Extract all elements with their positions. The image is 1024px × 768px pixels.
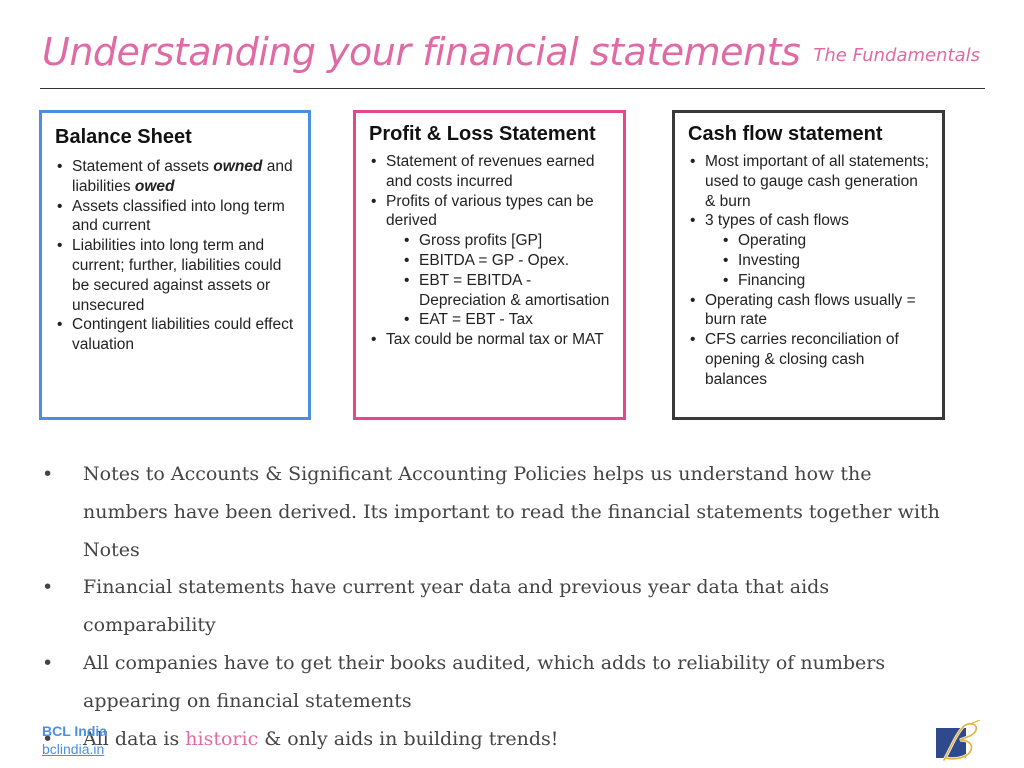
profit-loss-card — [353, 110, 626, 420]
cash-flow-types-sublist — [705, 231, 930, 290]
list-item: • Operating cash flows usually = burn rate — [705, 291, 930, 331]
footer-website-link[interactable]: bclindia.in — [42, 741, 105, 757]
page-subtitle: The Fundamentals — [813, 45, 980, 66]
page-title: Understanding your financial statements — [42, 30, 801, 74]
cash-flow-card — [672, 110, 945, 420]
list-item: • 3 types of cash flows • Operating • Investing • Financing — [705, 211, 930, 290]
note-item: • All companies have to get their books audited, which adds to reliability of numbers appearing on financial statements — [42, 645, 952, 721]
list-item: • Most important of all statements; used to gauge cash generation & burn — [705, 152, 930, 211]
header-divider — [40, 88, 985, 89]
sub-list-item: • EAT = EBT - Tax — [419, 310, 611, 330]
balance-sheet-card — [39, 110, 311, 420]
list-item: • Liabilities into long term and current; further, liabilities could be secured against assets or unsecured — [72, 236, 296, 315]
list-item: • Statement of assets owned and liabilities owed — [72, 157, 296, 197]
profit-types-sublist — [386, 231, 611, 330]
cash-flow-heading: Cash flow statement — [688, 123, 883, 145]
note-item: • Financial statements have current year data and previous year data that aids comparability — [42, 569, 952, 645]
cash-flow-list — [685, 152, 930, 390]
footer-org-name: BCL India — [42, 723, 108, 739]
list-item: • Contingent liabilities could effect valuation — [72, 315, 296, 355]
sub-list-item: • Financing — [738, 271, 930, 291]
profit-loss-list — [366, 152, 611, 350]
historic-highlight: historic — [185, 727, 259, 750]
sub-list-item: • EBITDA = GP - Opex. — [419, 251, 611, 271]
note-item: • All data is historic & only aids in building trends! — [42, 721, 952, 759]
sub-list-item: • Operating — [738, 231, 930, 251]
list-item: • Profits of various types can be derived • Gross profits [GP] • EBITDA = GP - Opex. • EBT = EBITDA - Depreciation & amortisation • EAT = EBT - Tax — [386, 192, 611, 331]
sub-list-item: • EBT = EBITDA - Depreciation & amortisation — [419, 271, 611, 311]
balance-sheet-heading: Balance Sheet — [55, 126, 192, 148]
profit-loss-heading: Profit & Loss Statement — [369, 123, 596, 145]
list-item: • Assets classified into long term and current — [72, 197, 296, 237]
list-item: • Statement of revenues earned and costs incurred — [386, 152, 611, 192]
note-item: • Notes to Accounts & Significant Accounting Policies helps us understand how the numbers have been derived. Its important to read the financial statements together with Notes — [42, 456, 952, 569]
sub-list-item: • Investing — [738, 251, 930, 271]
list-item: • CFS carries reconciliation of opening & closing cash balances — [705, 330, 930, 389]
sub-list-item: • Gross profits [GP] — [419, 231, 611, 251]
list-item: • Tax could be normal tax or MAT — [386, 330, 611, 350]
balance-sheet-list — [52, 157, 296, 355]
notes-list — [42, 456, 952, 758]
bcl-logo-icon — [930, 720, 982, 762]
